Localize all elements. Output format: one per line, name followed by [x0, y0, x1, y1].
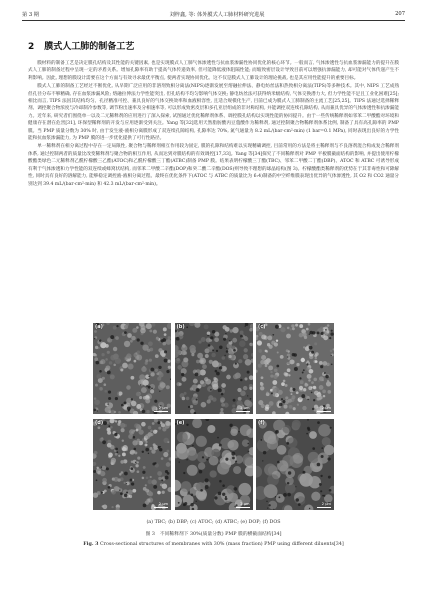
scale-bar: 2 μm	[317, 502, 331, 508]
section-number: 2	[28, 42, 35, 52]
figure-caption-cn: 图 3 不同稀释剂下 30%(质量分数) PMP 膜的横截面结构[34]	[145, 532, 282, 537]
sem-panel-a	[93, 323, 171, 414]
figure-number: Fig. 3	[83, 541, 99, 547]
scale-bar: 2 μm	[154, 502, 168, 508]
scale-bar: 2 μm	[317, 406, 331, 412]
sem-figure	[93, 323, 334, 510]
panel-label: (e)	[176, 420, 185, 426]
paragraph: 膜式人工肺的制备工艺经过不断优化, 从早期广泛应用的非溶剂致相分离法(NIPS)逐渐发展至熔融拉伸法、静电纺丝法和热致相分离法(TIPS)等多种技术。其中, NIPS 工艺成熟但孔径分布不够精确, 存在血浆渗漏风险; 熔融拉伸法力学性能突出, 但孔结构不均匀影响气体交换; 静电纺丝法可获得纳米级结构, 气体交换潜力大, 但力学性能不足且工业化困难[25]; 相比而言, TIPS 法因其结构均匀、孔径精准可控、兼具良好的气体交换效率和血液相容性, 且适合规模化生产, 目前已成为膜式人工肺制备的主流工艺[25,25]。TIPS 法通过选择稀释剂、调控聚合物浓度与冷却制冷参数等, 调节粉出速率及分相速率等, 可以形成致密皮层和多孔亚层组成的非对称结构, 并能调控双连续孔隙结构, 从而兼具优异的气体渗透性和抗渗漏能力。近年来, 研究者们围绕单一以及二元稀释剂的应用进行了深入探索, 试图通过优化稀释剂体系、调控膜孔结构以实现性能的协同提升。由于一些传统稀释剂如邻苯二甲酸酯对环境和健康存在潜在危害[31], 环保型稀释剂的开发与应用逐渐受到关注。Yang 等[32]选用天然脂肪酸丙豆蔻酸作为稀释剂, 通过控制聚合物稀释剂体系比例, 制备了具有高孔隙率的 PMP 膜。当 PMP 质量分数为 30% 时, 由于发生液-液相分离膜形成了双连续孔隙结构, 孔隙率达 70%, 氮气通量为 8.2 mL/(bar·cm²·min) (1 bar=0.1 MPa), 同时表现出良好的力学性能和抗血浆渗漏能力, 为 PMP 膜的进一步优化提供了可行性路径。	[28, 84, 399, 142]
sem-panel-f	[256, 419, 334, 510]
panel-label: (b)	[176, 324, 185, 330]
scale-bar: 2 μm	[236, 406, 250, 412]
header-title: 刘梓鑫, 等: 体外膜式人工肺材料研究进展	[169, 11, 265, 18]
sem-texture	[93, 419, 171, 510]
sem-texture	[175, 419, 253, 510]
header-issue: 第 3 期	[22, 11, 39, 18]
panel-label: (a)	[95, 324, 103, 330]
section-title: 膜式人工肺的制备工艺	[44, 42, 135, 52]
figure-caption-en	[28, 541, 399, 547]
sem-texture	[256, 323, 334, 414]
figure-caption-text: Cross-sectional structures of membranes with 30% (mass fraction) PMP using different diluents[34]	[100, 542, 344, 547]
paragraph: 膜材料的制备工艺是决定膜孔结构及其性能的关键因素, 也是实现膜式人工肺气体渗透性与抗血浆渗漏性协同优化的核心环节。一般而言, 气体渗透性与抗血浆渗漏能力的提升在膜式人工肺的制备过程中呈现一定的矛盾关系。增加孔隙率有助于提高气体传递效率, 但可能降低液体阻隔性能; 而缩致密层设计导致目前可以增强抗渗漏能力, 却可能对气体传递产生不利影响。因此, 理想的膜设计需要在这个方面与有效寻求最优平衡点, 使两者实现协同优化。这不仅是膜式人工肺设计的理论挑战, 也是其应用性能提升的重要目标。	[28, 61, 399, 81]
body-text	[28, 60, 399, 189]
panel-label: (f)	[258, 420, 265, 426]
scale-bar: 2 μm	[236, 502, 250, 508]
panel-label: (c)	[258, 324, 266, 330]
sem-panel-c	[256, 323, 334, 414]
sem-panel-d	[93, 419, 171, 510]
scale-bar: 2 μm	[154, 406, 168, 412]
section-heading	[28, 39, 134, 52]
paragraph: 单一稀释剂在相分离过程中存在一定局限性, 聚合物与稀释剂相互作用较为固定, 膜的孔隙和结构难以实现精确调控, 目前常用的方法是将主稀释剂与不良溶剂混合构成复合稀释剂体系, 通过控制两者的质量比改变稀释剂与聚合物的相互作用, 从而达到对膜结构的有效调控[17,33]。Yang 等[34]探究了不同稀释剂对 PMP 平板膜截面结构的影响, 并提出使用柠檬酸酯类绿色二元稀释剂乙酰柠檬酸三乙酯(ATOC)和乙酰柠檬酸三丁酯(ATBC)制备 PMP 膜。结果表明柠檬酸三丁酯(TBC)、邻苯二甲酸二丁酯(DBP)、ATOC 和 ATBC 可诱导形成有利于气体渗透和力学性能的双连续或蜂窝状结构, 而邻苯二甲酸二辛酯(DOP)和癸二酸二辛酯(DOS)则导致不理想的球晶结构(图 3)。柠檬酸酯类稀释剂的优势在于其非毒性和可降解性, 同时具有良好的溶解能力, 能够稳定调控液-液相分离过程。最终在优化条件下(ATOC 与 ATBC 的质量比为 6:4)制备的中空纤维膜表现出优异的气体渗透性, 其 O2 和 CO2 通量分别达到 39.4 mL/(bar·cm²·min) 和 42.3 mL/(bar·cm²·min)。	[28, 144, 399, 187]
sem-texture	[93, 323, 171, 414]
panel-label: (d)	[95, 420, 104, 426]
figure-sublabels: (a) TBC; (b) DBP; (c) ATOC; (d) ATBC; (e) DOP; (f) DOS	[146, 520, 281, 525]
sem-panel-b	[175, 323, 253, 414]
running-header	[22, 8, 405, 21]
header-page-number: 207	[395, 11, 405, 17]
sem-texture	[256, 419, 334, 510]
sem-panel-e	[175, 419, 253, 510]
sem-texture	[175, 323, 253, 414]
